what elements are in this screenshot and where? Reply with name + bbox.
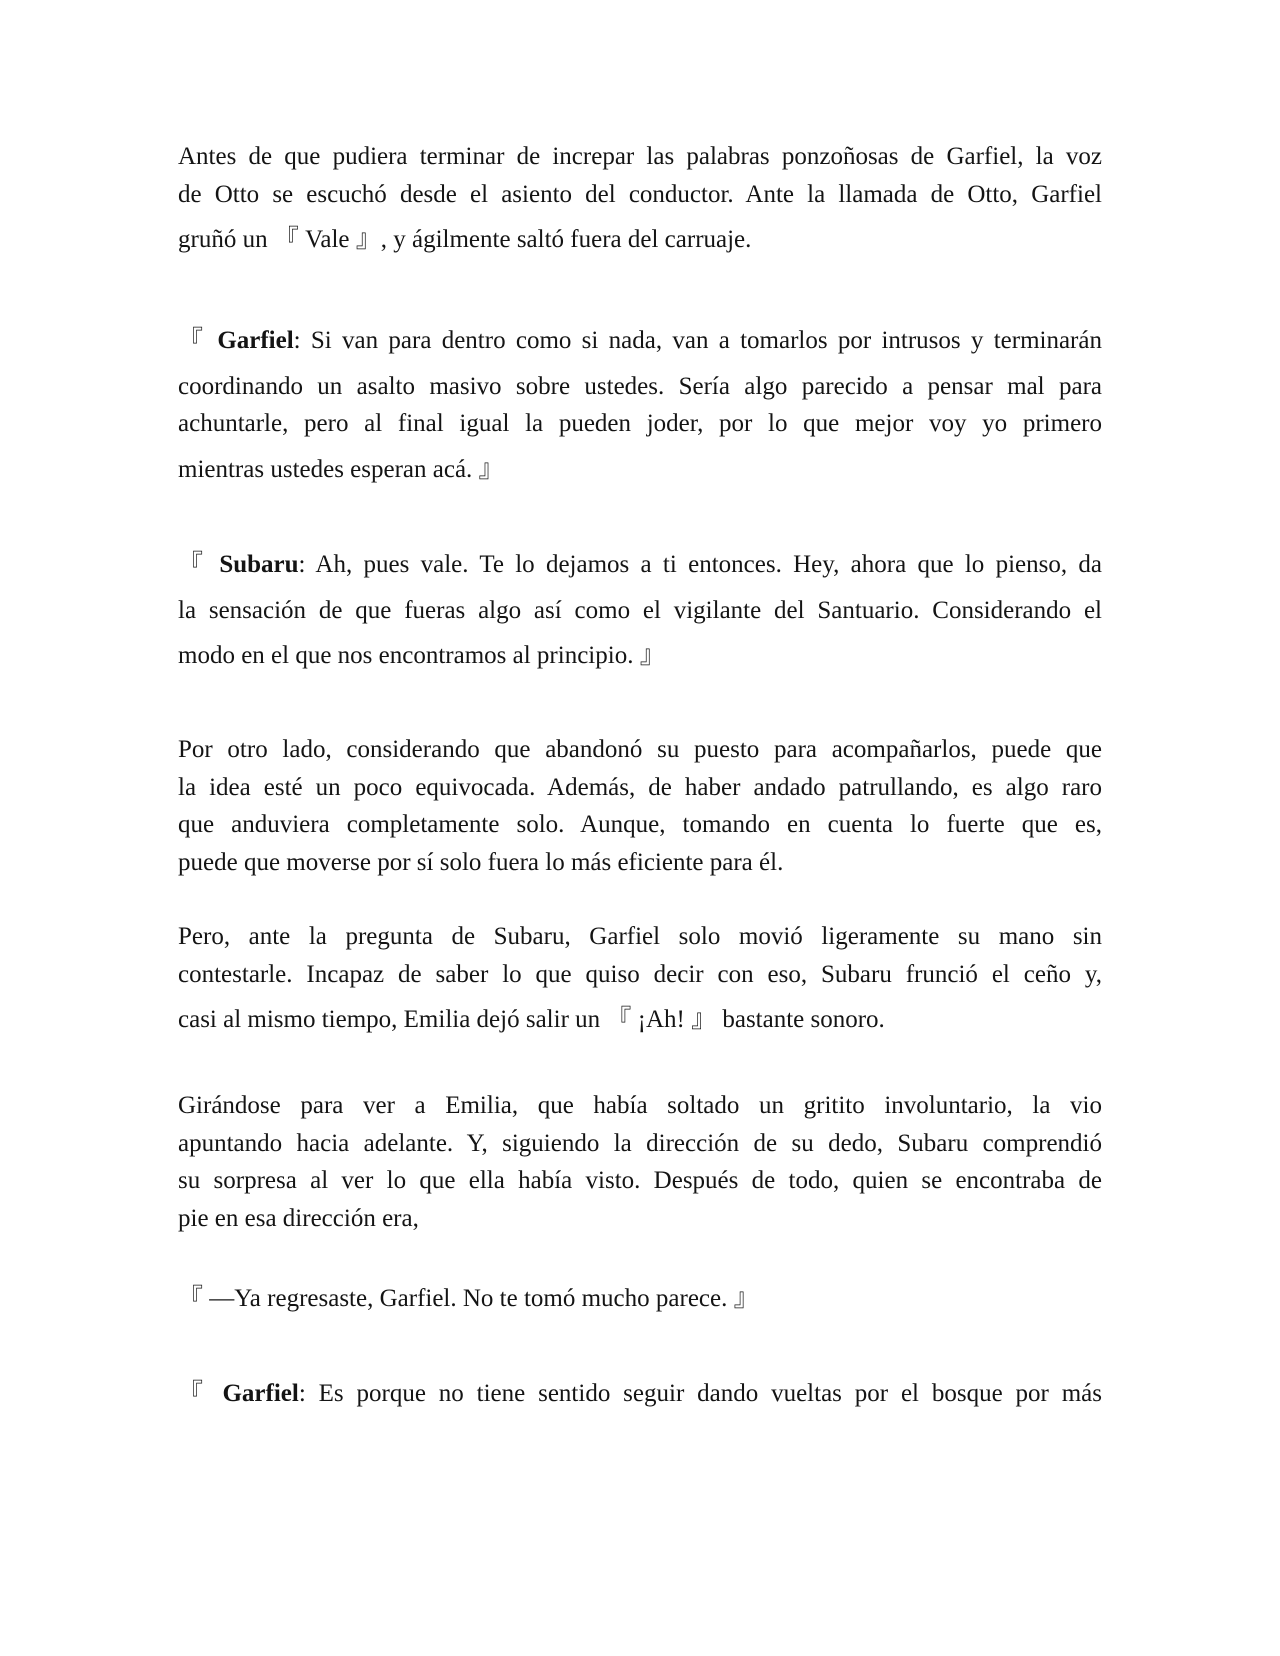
text-line: que anduviera completamente solo. Aunque, tomando en cuenta lo fuerte que es, <box>178 811 1102 838</box>
dialogue-first-line <box>178 322 1102 360</box>
dialogue-first-line <box>178 1375 1102 1413</box>
dialogue-paragraph <box>178 1280 1102 1318</box>
text-line: gruñó un 『 Vale 』, y ágilmente saltó fuera del carruaje. <box>178 226 752 253</box>
dialogue-paragraph-garfiel <box>178 322 1102 488</box>
text-line: apuntando hacia adelante. Y, siguiendo la dirección de su dedo, Subaru comprendió <box>178 1129 1102 1157</box>
speaker-name: Garfiel <box>222 1380 299 1407</box>
open-quote-bracket: 『 <box>178 1380 223 1407</box>
dialogue-text: : Ah, pues vale. Te lo dejamos a ti entonces. Hey, ahora que lo pienso, da <box>298 551 1102 578</box>
text-line: puede que moverse por sí solo fuera lo más eficiente para él. <box>178 848 784 876</box>
text-line: Pero, ante la pregunta de Subaru, Garfiel solo movió ligeramente su mano sin <box>178 923 1102 950</box>
text-line: modo en el que nos encontramos al principio. 』 <box>178 642 665 669</box>
text-line: 『 —Ya regresaste, Garfiel. No te tomó mucho parece. 』 <box>178 1285 759 1312</box>
dialogue-text: : Es porque no tiene sentido seguir dando vueltas por el bosque por más <box>298 1380 1102 1407</box>
text-line: achuntarle, pero al final igual la pueden joder, por lo que mejor voy yo primero <box>178 410 1102 437</box>
narration-paragraph <box>178 138 1102 259</box>
narration-paragraph <box>178 918 1102 1039</box>
speaker-name: Subaru <box>219 551 299 578</box>
narration-paragraph <box>178 731 1102 881</box>
text-line: Por otro lado, considerando que abandonó su puesto para acompañarlos, puede que <box>178 736 1102 763</box>
open-quote-bracket: 『 <box>178 327 218 354</box>
dialogue-text: : Si van para dentro como si nada, van a tomarlos por intrusos y terminarán <box>293 327 1102 354</box>
narration-paragraph <box>178 1087 1102 1237</box>
text-line: casi al mismo tiempo, Emilia dejó salir un 『 ¡Ah! 』 bastante sonoro. <box>178 1006 885 1033</box>
text-line: la idea esté un poco equivocada. Además, de haber andado patrullando, es algo raro <box>178 773 1102 801</box>
text-line: mientras ustedes esperan acá. 』 <box>178 455 504 483</box>
text-line: de Otto se escuchó desde el asiento del conductor. Ante la llamada de Otto, Garfiel <box>178 180 1102 208</box>
text-line: su sorpresa al ver lo que ella había visto. Después de todo, quien se encontraba de <box>178 1167 1102 1194</box>
text-line: coordinando un asalto masivo sobre ustedes. Sería algo parecido a pensar mal para <box>178 372 1102 400</box>
text-line: pie en esa dirección era, <box>178 1204 419 1232</box>
dialogue-first-line <box>178 546 1102 584</box>
dialogue-paragraph-subaru <box>178 546 1102 675</box>
text-line: la sensación de que fueras algo así como el vigilante del Santuario. Considerando el <box>178 596 1102 624</box>
text-line: Antes de que pudiera terminar de increpar las palabras ponzoñosas de Garfiel, la voz <box>178 143 1102 170</box>
open-quote-bracket: 『 <box>178 551 220 578</box>
dialogue-paragraph-garfiel <box>178 1375 1102 1413</box>
text-line: Girándose para ver a Emilia, que había soltado un gritito involuntario, la vio <box>178 1092 1102 1119</box>
text-line: contestarle. Incapaz de saber lo que quiso decir con eso, Subaru frunció el ceño y, <box>178 960 1102 988</box>
speaker-name: Garfiel <box>217 327 294 354</box>
